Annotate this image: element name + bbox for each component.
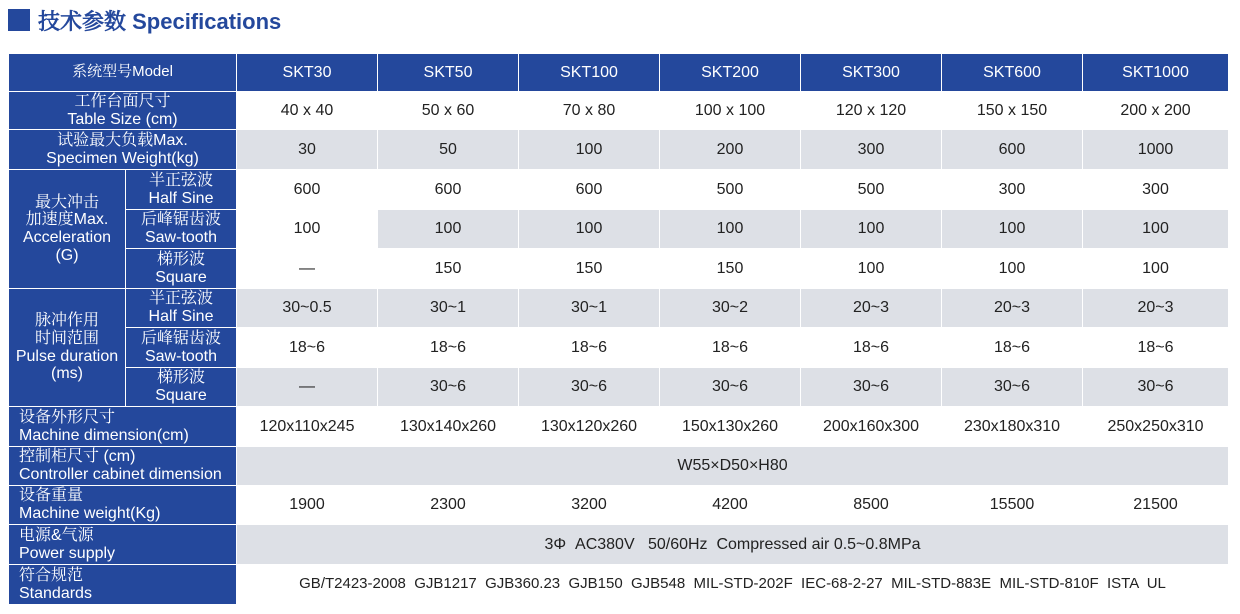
table-cell: 18~6 xyxy=(237,328,378,368)
table-cell: 18~6 xyxy=(660,328,801,368)
table-cell: 500 xyxy=(660,170,801,210)
table-row xyxy=(9,565,1229,605)
table-cell: — xyxy=(237,368,378,407)
model-header: SKT600 xyxy=(942,54,1083,92)
table-cell: 200 x 200 xyxy=(1083,92,1229,130)
row-label-acceleration: 最大冲击 加速度Max. Acceleration (G) xyxy=(9,170,126,289)
table-cell: 150 xyxy=(519,249,660,289)
sub-label-saw-tooth: 后峰锯齿波 Saw-tooth xyxy=(126,210,237,249)
sub-label-half-sine: 半正弦波 Half Sine xyxy=(126,289,237,328)
table-cell: 30~6 xyxy=(378,368,519,407)
model-header: SKT50 xyxy=(378,54,519,92)
row-label-machine-weight: 设备重量 Machine weight(Kg) xyxy=(9,486,237,525)
row-label-pulse-duration: 脉冲作用 时间范围 Pulse duration (ms) xyxy=(9,289,126,407)
table-cell: 600 xyxy=(942,130,1083,170)
table-cell: 18~6 xyxy=(1083,328,1229,368)
table-row xyxy=(9,289,1229,328)
table-cell: 100 xyxy=(378,210,519,249)
row-label-standards: 符合规范 Standards xyxy=(9,565,237,605)
table-cell: W55×D50×H80 xyxy=(237,447,1229,486)
table-row xyxy=(9,368,1229,407)
table-cell: 150x130x260 xyxy=(660,407,801,447)
specifications-table xyxy=(8,53,1229,605)
table-cell: 21500 xyxy=(1083,486,1229,525)
model-header: SKT200 xyxy=(660,54,801,92)
table-cell: 15500 xyxy=(942,486,1083,525)
table-row xyxy=(9,486,1229,525)
table-cell: 120 x 120 xyxy=(801,92,942,130)
table-cell: 600 xyxy=(237,170,378,210)
table-cell: 30~6 xyxy=(519,368,660,407)
table-cell: 100 xyxy=(1083,210,1229,249)
row-label-table-size: 工作台面尺寸 Table Size (cm) xyxy=(9,92,237,130)
table-cell: 4200 xyxy=(660,486,801,525)
table-cell: 18~6 xyxy=(378,328,519,368)
table-row xyxy=(9,130,1229,170)
table-cell: 30~6 xyxy=(942,368,1083,407)
row-label-cabinet-dimension: 控制柜尺寸 (cm) Controller cabinet dimension xyxy=(9,447,237,486)
sub-label-half-sine: 半正弦波 Half Sine xyxy=(126,170,237,210)
row-label-max-load: 试验最大负载Max. Specimen Weight(kg) xyxy=(9,130,237,170)
model-header: SKT30 xyxy=(237,54,378,92)
table-cell: 2300 xyxy=(378,486,519,525)
table-cell: 30~6 xyxy=(801,368,942,407)
table-cell: 1900 xyxy=(237,486,378,525)
table-cell: 100 xyxy=(1083,249,1229,289)
section-header xyxy=(8,6,281,34)
table-cell: 100 xyxy=(801,249,942,289)
table-row xyxy=(9,407,1229,447)
title-square-icon xyxy=(8,9,30,31)
table-cell: 150 xyxy=(378,249,519,289)
table-cell: 230x180x310 xyxy=(942,407,1083,447)
table-row xyxy=(9,92,1229,130)
table-cell: 120x110x245 xyxy=(237,407,378,447)
table-cell: 30~1 xyxy=(519,289,660,328)
table-cell: 50 x 60 xyxy=(378,92,519,130)
table-cell: 50 xyxy=(378,130,519,170)
table-cell: 100 xyxy=(942,210,1083,249)
table-cell: 20~3 xyxy=(1083,289,1229,328)
table-cell: 300 xyxy=(801,130,942,170)
table-cell: 18~6 xyxy=(942,328,1083,368)
table-cell: 20~3 xyxy=(801,289,942,328)
table-cell: 30~0.5 xyxy=(237,289,378,328)
table-cell: 30~6 xyxy=(660,368,801,407)
sub-label-square: 梯形波 Square xyxy=(126,368,237,407)
table-cell: 200x160x300 xyxy=(801,407,942,447)
table-cell: 500 xyxy=(801,170,942,210)
table-cell: — xyxy=(237,249,378,289)
table-cell: 150 x 150 xyxy=(942,92,1083,130)
model-header: SKT1000 xyxy=(1083,54,1229,92)
table-cell: 600 xyxy=(378,170,519,210)
table-cell: 3Φ AC380V 50/60Hz Compressed air 0.5~0.8MPa xyxy=(237,525,1229,565)
table-cell: 40 x 40 xyxy=(237,92,378,130)
page-title: 技术参数 Specifications xyxy=(38,8,282,34)
table-cell: 20~3 xyxy=(942,289,1083,328)
table-cell: 130x120x260 xyxy=(519,407,660,447)
table-cell: 130x140x260 xyxy=(378,407,519,447)
row-label-power-supply: 电源&气源 Power supply xyxy=(9,525,237,565)
table-cell: 100 xyxy=(519,210,660,249)
table-cell: GB/T2423-2008 GJB1217 GJB360.23 GJB150 GJB548 MIL-STD-202F IEC-68-2-27 MIL-STD-883E MIL-STD-810F ISTA UL xyxy=(237,565,1229,605)
table-row xyxy=(9,170,1229,210)
table-cell: 600 xyxy=(519,170,660,210)
sub-label-saw-tooth: 后峰锯齿波 Saw-tooth xyxy=(126,328,237,368)
table-row xyxy=(9,525,1229,565)
table-cell: 3200 xyxy=(519,486,660,525)
sub-label-square: 梯形波 Square xyxy=(126,249,237,289)
table-cell: 100 xyxy=(801,210,942,249)
table-cell: 18~6 xyxy=(519,328,660,368)
table-cell: 30 xyxy=(237,130,378,170)
table-cell: 1000 xyxy=(1083,130,1229,170)
table-cell: 100 xyxy=(942,249,1083,289)
table-cell: 100 x 100 xyxy=(660,92,801,130)
table-cell: 100 xyxy=(237,210,378,249)
table-cell: 250x250x310 xyxy=(1083,407,1229,447)
row-label-machine-dimension: 设备外形尺寸 Machine dimension(cm) xyxy=(9,407,237,447)
table-header-row xyxy=(9,54,1229,92)
table-row xyxy=(9,249,1229,289)
table-cell: 18~6 xyxy=(801,328,942,368)
table-cell: 200 xyxy=(660,130,801,170)
table-cell: 300 xyxy=(942,170,1083,210)
table-cell: 70 x 80 xyxy=(519,92,660,130)
model-header: SKT300 xyxy=(801,54,942,92)
table-row xyxy=(9,210,1229,249)
model-header: SKT100 xyxy=(519,54,660,92)
table-cell: 100 xyxy=(519,130,660,170)
table-cell: 30~6 xyxy=(1083,368,1229,407)
table-cell: 300 xyxy=(1083,170,1229,210)
table-cell: 8500 xyxy=(801,486,942,525)
model-label: 系统型号Model xyxy=(9,54,237,92)
table-cell: 30~1 xyxy=(378,289,519,328)
table-cell: 150 xyxy=(660,249,801,289)
table-row xyxy=(9,447,1229,486)
table-row xyxy=(9,328,1229,368)
table-cell: 100 xyxy=(660,210,801,249)
table-cell: 30~2 xyxy=(660,289,801,328)
